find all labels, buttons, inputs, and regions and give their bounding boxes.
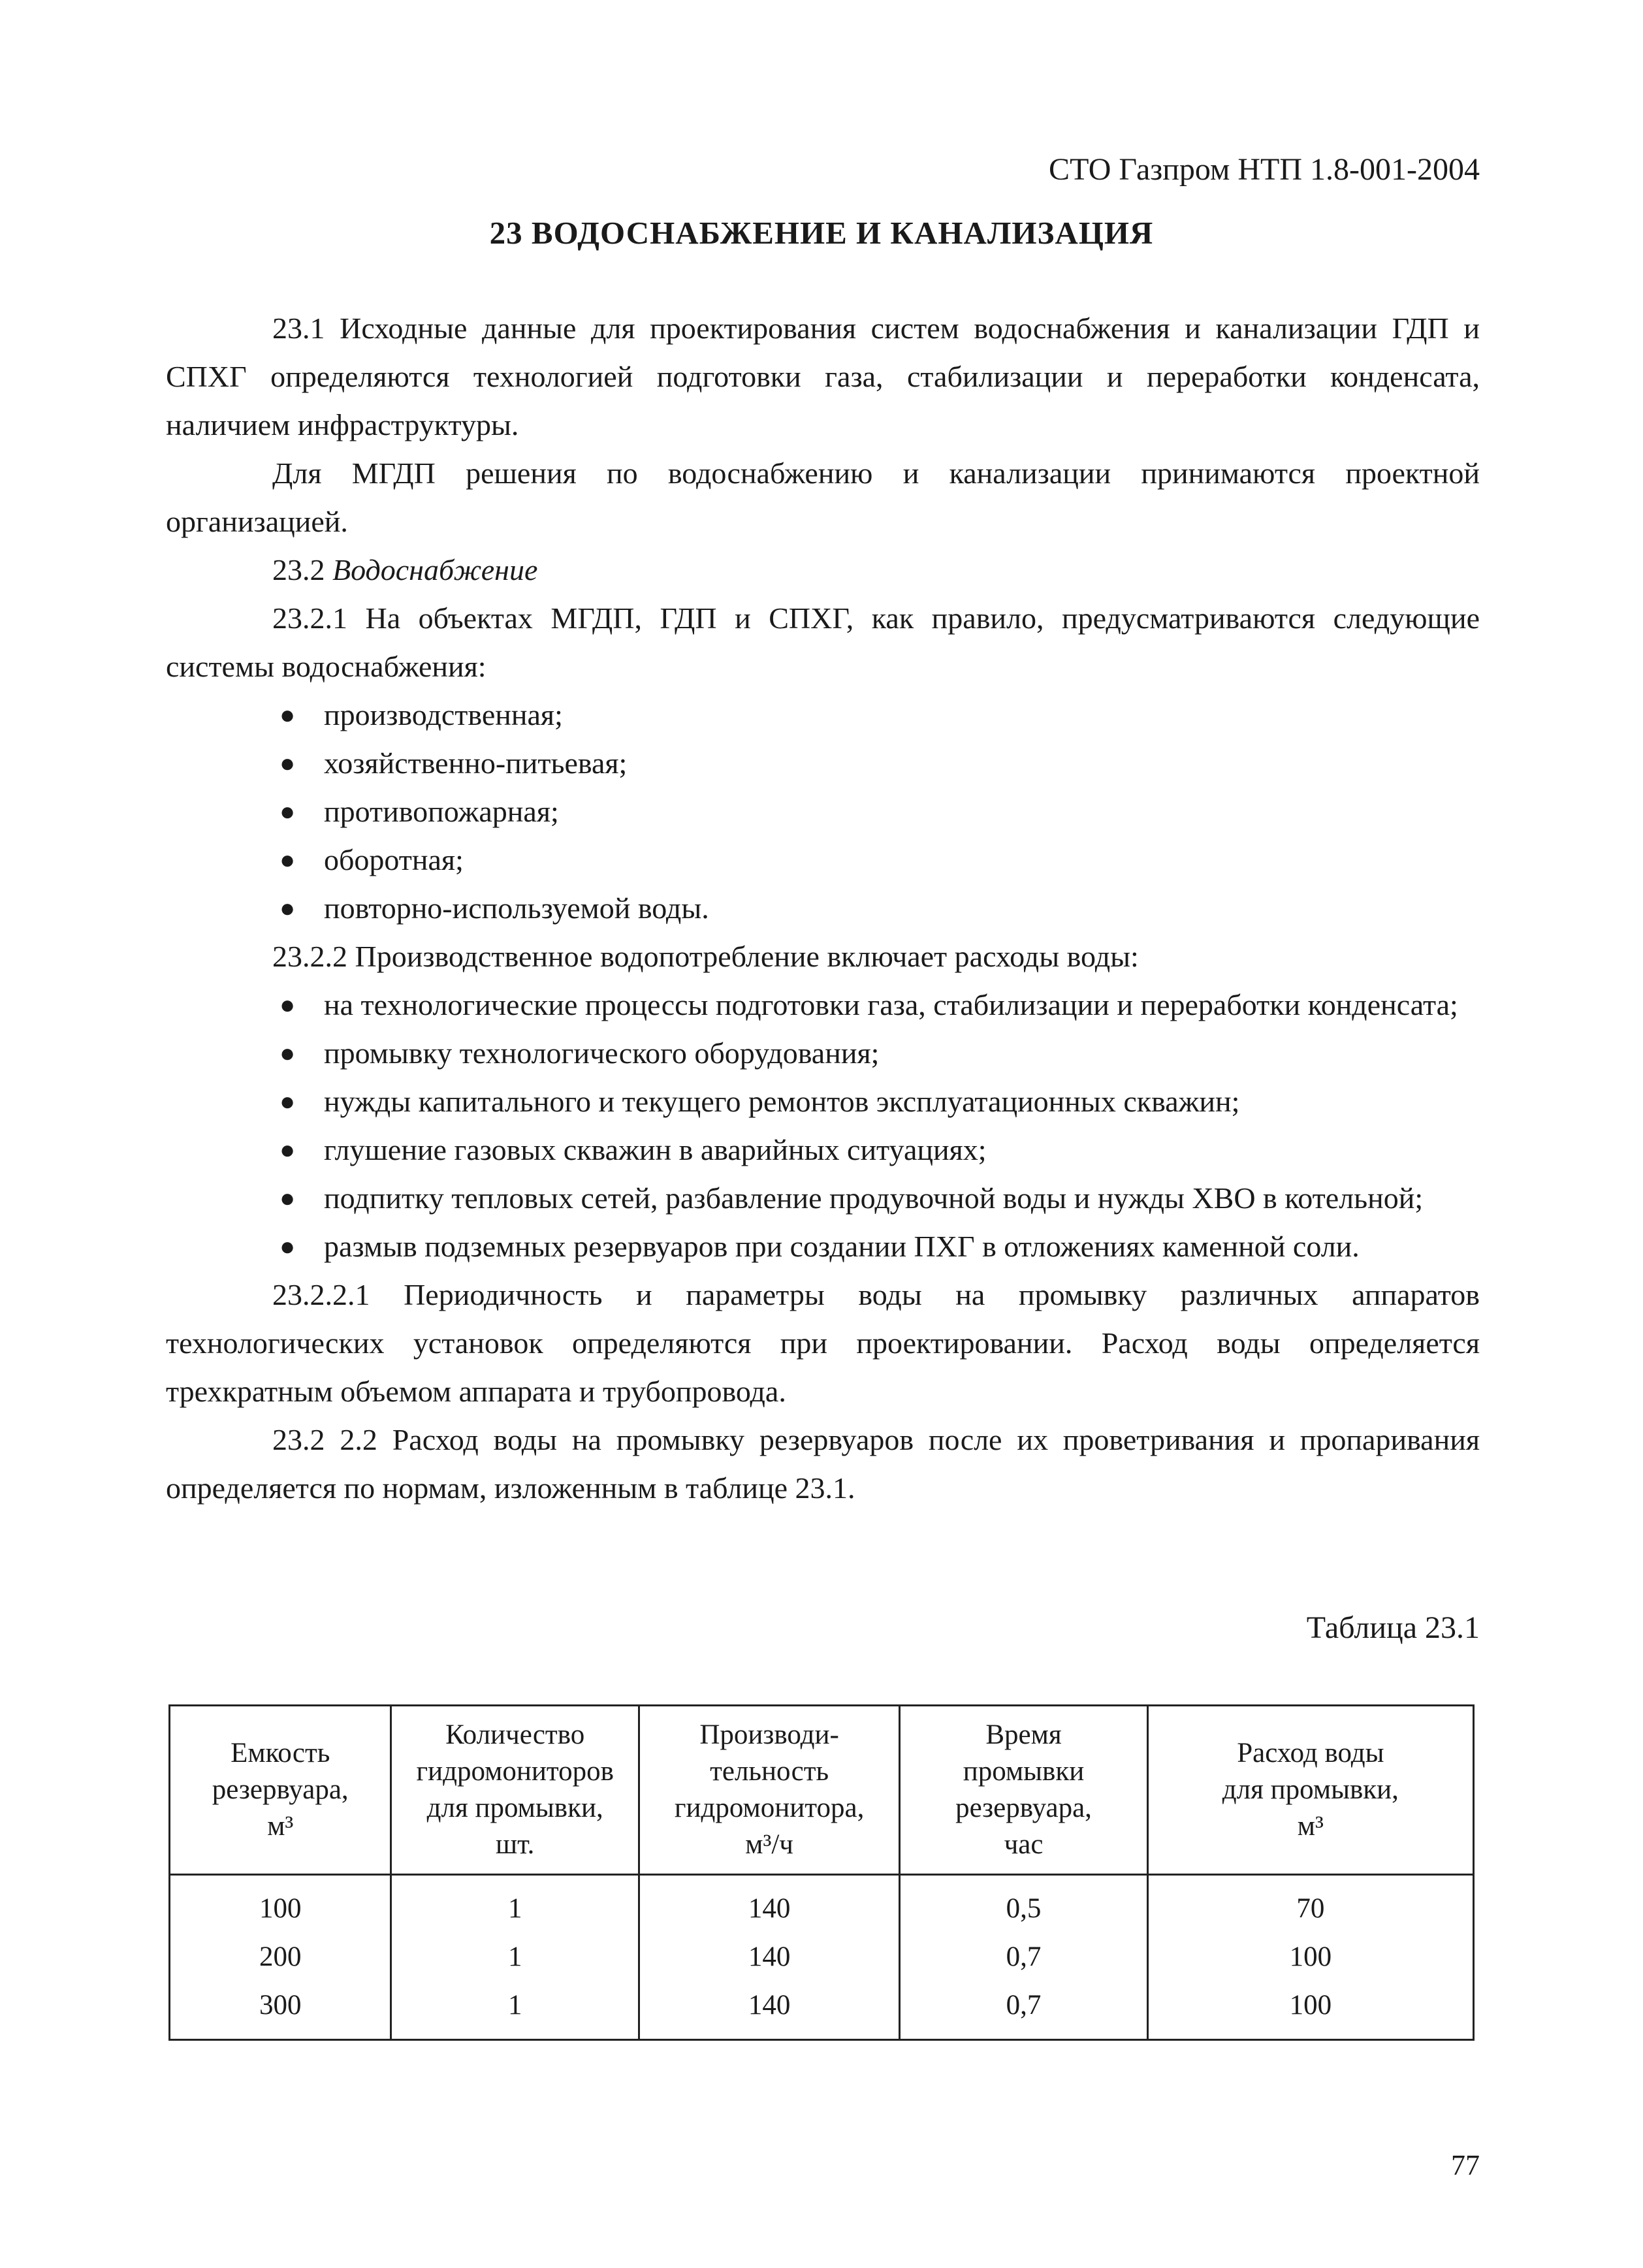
- bullet-icon: ●: [279, 1038, 296, 1068]
- header-tank-capacity: Емкость резервуара, м³: [170, 1706, 391, 1875]
- paragraph-23-1: 23.1 Исходные данные для проектирования систем водоснабжения и канализации ГДП и СПХГ определяются технологией подготовки газа, стабилизации и переработки конденсата, наличием инфраструктуры.: [166, 311, 1480, 441]
- tank-flushing-table: [168, 1704, 1475, 2041]
- water-supply-systems-list: [166, 691, 1480, 933]
- list-item: ● промывку технологического оборудования;: [166, 1029, 1480, 1078]
- list-item: ● оборотная;: [166, 836, 1480, 884]
- paragraph-23-2-2-1: 23.2.2.1 Периодичность и параметры воды на промывку различных аппаратов технологических установок определяются при проектировании. Расход воды определяется трехкратным объемом аппарата и трубопровода.: [166, 1278, 1480, 1408]
- bullet-icon: ●: [279, 893, 296, 923]
- table-cell: 0,7: [900, 1933, 1147, 1981]
- subsection-number: 23.2: [272, 553, 325, 586]
- water-consumption-list: [166, 981, 1480, 1271]
- header-monitor-capacity: Производи- тельность гидромонитора, м³/ч: [639, 1706, 899, 1875]
- table-cell: 0,5: [900, 1875, 1147, 1934]
- section-title: 23 ВОДОСНАБЖЕНИЕ И КАНАЛИЗАЦИЯ: [489, 215, 1154, 251]
- list-item: ● противопожарная;: [166, 788, 1480, 836]
- table-header-row: [170, 1706, 1474, 1875]
- bullet-icon: ●: [279, 797, 296, 826]
- header-flushing-time: Время промывки резервуара, час: [900, 1706, 1147, 1875]
- table-cell: 140: [639, 1933, 899, 1981]
- table-cell: 1: [391, 1933, 639, 1981]
- paragraph-23-2-2: 23.2.2 Производственное водопотребление включает расходы воды:: [272, 940, 1139, 973]
- paragraph-mgdp: Для МГДП решения по водоснабжению и канализации принимаются проектной организацией.: [166, 456, 1480, 538]
- table-row: [170, 1933, 1474, 1981]
- bullet-icon: ●: [279, 1087, 296, 1116]
- list-item: ● подпитку тепловых сетей, разбавление продувочной воды и нужды ХВО в котельной;: [166, 1174, 1480, 1222]
- table-cell: 0,7: [900, 1981, 1147, 2040]
- bullet-icon: ●: [279, 1135, 296, 1164]
- bullet-icon: ●: [279, 748, 296, 778]
- bullet-icon: ●: [279, 845, 296, 874]
- bullet-icon: ●: [279, 700, 296, 729]
- table-row: [170, 1875, 1474, 1934]
- table-cell: 300: [170, 1981, 391, 2040]
- bullet-icon: ●: [279, 1183, 296, 1213]
- bullet-icon: ●: [279, 990, 296, 1019]
- table-row: [170, 1981, 1474, 2040]
- table-caption: Таблица 23.1: [1306, 1610, 1480, 1645]
- page-number: 77: [1451, 2149, 1480, 2181]
- document-code: СТО Газпром НТП 1.8-001-2004: [1049, 152, 1480, 187]
- table-cell: 200: [170, 1933, 391, 1981]
- table-cell: 70: [1147, 1875, 1473, 1934]
- list-item: ● хозяйственно-питьевая;: [166, 739, 1480, 788]
- bullet-icon: ●: [279, 1232, 296, 1261]
- list-item: ● повторно-используемой воды.: [166, 884, 1480, 933]
- list-item: ● глушение газовых скважин в аварийных ситуациях;: [166, 1126, 1480, 1174]
- table-cell: 1: [391, 1875, 639, 1934]
- list-item: ● нужды капитального и текущего ремонтов эксплуатационных скважин;: [166, 1078, 1480, 1126]
- table-cell: 140: [639, 1981, 899, 2040]
- list-item: ● на технологические процессы подготовки газа, стабилизации и переработки конденсата;: [166, 981, 1480, 1029]
- table-cell: 100: [1147, 1933, 1473, 1981]
- header-monitor-count: Количество гидромониторов для промывки, шт.: [391, 1706, 639, 1875]
- subsection-heading-23-2: [166, 546, 1480, 594]
- paragraph-23-2-1: 23.2.1 На объектах МГДП, ГДП и СПХГ, как правило, предусматриваются следующие системы водоснабжения:: [166, 601, 1480, 683]
- table-cell: 100: [1147, 1981, 1473, 2040]
- table-cell: 1: [391, 1981, 639, 2040]
- header-water-consumption: Расход воды для промывки, м³: [1147, 1706, 1473, 1875]
- paragraph-23-2-2-2: 23.2 2.2 Расход воды на промывку резервуаров после их проветривания и пропаривания определяется по нормам, изложенным в таблице 23.1.: [166, 1423, 1480, 1505]
- subsection-title: Водоснабжение: [332, 553, 538, 586]
- list-item: ● размыв подземных резервуаров при создании ПХГ в отложениях каменной соли.: [166, 1222, 1480, 1271]
- table-cell: 140: [639, 1875, 899, 1934]
- document-body: [166, 304, 1480, 1512]
- list-item: ● производственная;: [166, 691, 1480, 739]
- table-cell: 100: [170, 1875, 391, 1934]
